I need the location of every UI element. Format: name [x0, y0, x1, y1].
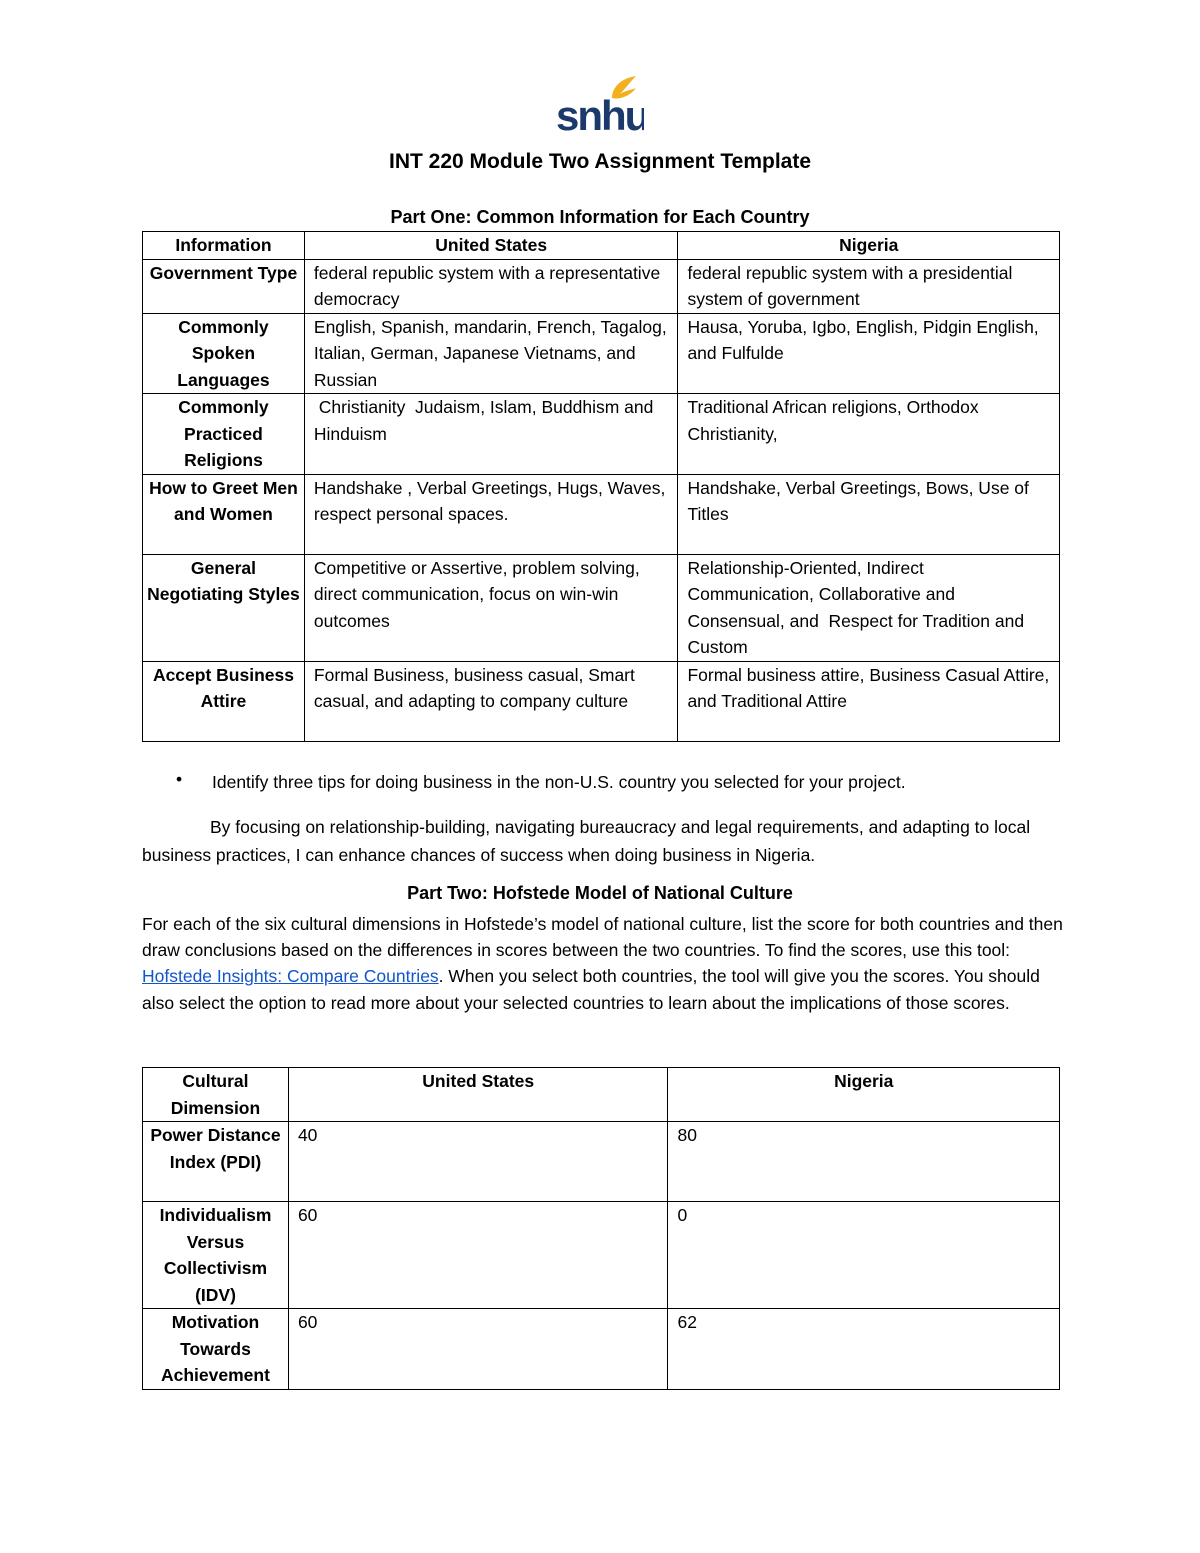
answer-paragraph: By focusing on relationship-building, navigating bureaucracy and legal requirements, and adapting to local business practices, I can enhance chances of success when doing business in Nigeria.: [142, 817, 1031, 865]
table-row: [143, 1309, 1060, 1390]
row-label: Commonly Practiced Religions: [143, 394, 305, 475]
header-nigeria: Nigeria: [678, 232, 1060, 260]
row-label: How to Greet Men and Women: [143, 474, 305, 554]
row-label: Accept Business Attire: [143, 661, 305, 741]
table-row: [143, 661, 1060, 741]
part-two-instructions: [142, 911, 1067, 1016]
part-one-heading: Part One: Common Information for Each Country: [390, 207, 810, 227]
us-score: 40: [288, 1122, 668, 1202]
header-cultural-dimension: Cultural Dimension: [143, 1068, 289, 1122]
table-row: [143, 474, 1060, 554]
table-row: [143, 1202, 1060, 1309]
row-label: Government Type: [143, 259, 305, 313]
nigeria-cell: Relationship-Oriented, Indirect Communication, Collaborative and Consensual, and Respect for Tradition and Custom: [678, 554, 1060, 661]
svg-text:snhu: snhu: [556, 92, 644, 136]
country-info-table: [142, 231, 1060, 742]
header-nigeria: Nigeria: [668, 1068, 1060, 1122]
hofstede-compare-link[interactable]: Hofstede Insights: Compare Countries: [142, 966, 439, 987]
nigeria-cell: Traditional African religions, Orthodox Christianity,: [678, 394, 1060, 475]
nigeria-cell: Formal business attire, Business Casual Attire, and Traditional Attire: [678, 661, 1060, 741]
table-header-row: [143, 1068, 1060, 1122]
row-label: Commonly Spoken Languages: [143, 313, 305, 394]
part-two-heading: Part Two: Hofstede Model of National Culture: [407, 883, 793, 903]
instructions-text-start: For each of the six cultural dimensions in Hofstede’s model of national culture, list the score for both countries and then draw conclusions based on the differences in scores between the two countries. To find the scores, use this tool:: [142, 914, 1063, 961]
nigeria-score: 62: [668, 1309, 1060, 1390]
row-label: General Negotiating Styles: [143, 554, 305, 661]
nigeria-score: 80: [668, 1122, 1060, 1202]
us-cell: Christianity Judaism, Islam, Buddhism and Hinduism: [304, 394, 678, 475]
hofstede-table: [142, 1067, 1060, 1390]
snhu-logo: [554, 72, 644, 136]
table-header-row: [143, 232, 1060, 260]
dimension-label: Individualism Versus Collectivism (IDV): [143, 1202, 289, 1309]
us-cell: English, Spanish, mandarin, French, Tagalog, Italian, German, Japanese Vietnams, and Russian: [304, 313, 678, 394]
table-row: [143, 554, 1060, 661]
table-row: [143, 1122, 1060, 1202]
instructions-text-end: . When you select both countries, the tool will give you the scores. You should also select the option to read more about your selected countries to learn about the implications of those scores.: [142, 966, 1040, 1013]
us-score: 60: [288, 1309, 668, 1390]
header-united-states: United States: [304, 232, 678, 260]
document-title: INT 220 Module Two Assignment Template: [389, 150, 811, 173]
table-row: [143, 313, 1060, 394]
dimension-label: Motivation Towards Achievement: [143, 1309, 289, 1390]
us-score: 60: [288, 1202, 668, 1309]
us-cell: Competitive or Assertive, problem solving, direct communication, focus on win-win outcomes: [304, 554, 678, 661]
bullet-prompt: Identify three tips for doing business in the non-U.S. country you selected for your project.: [212, 772, 906, 792]
nigeria-score: 0: [668, 1202, 1060, 1309]
dimension-label: Power Distance Index (PDI): [143, 1122, 289, 1202]
us-cell: Formal Business, business casual, Smart casual, and adapting to company culture: [304, 661, 678, 741]
nigeria-cell: Hausa, Yoruba, Igbo, English, Pidgin English, and Fulfulde: [678, 313, 1060, 394]
nigeria-cell: federal republic system with a presidential system of government: [678, 259, 1060, 313]
bullet-icon: •: [176, 769, 183, 789]
table-row: [143, 259, 1060, 313]
table-row: [143, 394, 1060, 475]
us-cell: Handshake , Verbal Greetings, Hugs, Waves, respect personal spaces.: [304, 474, 678, 554]
nigeria-cell: Handshake, Verbal Greetings, Bows, Use of Titles: [678, 474, 1060, 554]
us-cell: federal republic system with a representative democracy: [304, 259, 678, 313]
header-information: Information: [143, 232, 305, 260]
header-united-states: United States: [288, 1068, 668, 1122]
